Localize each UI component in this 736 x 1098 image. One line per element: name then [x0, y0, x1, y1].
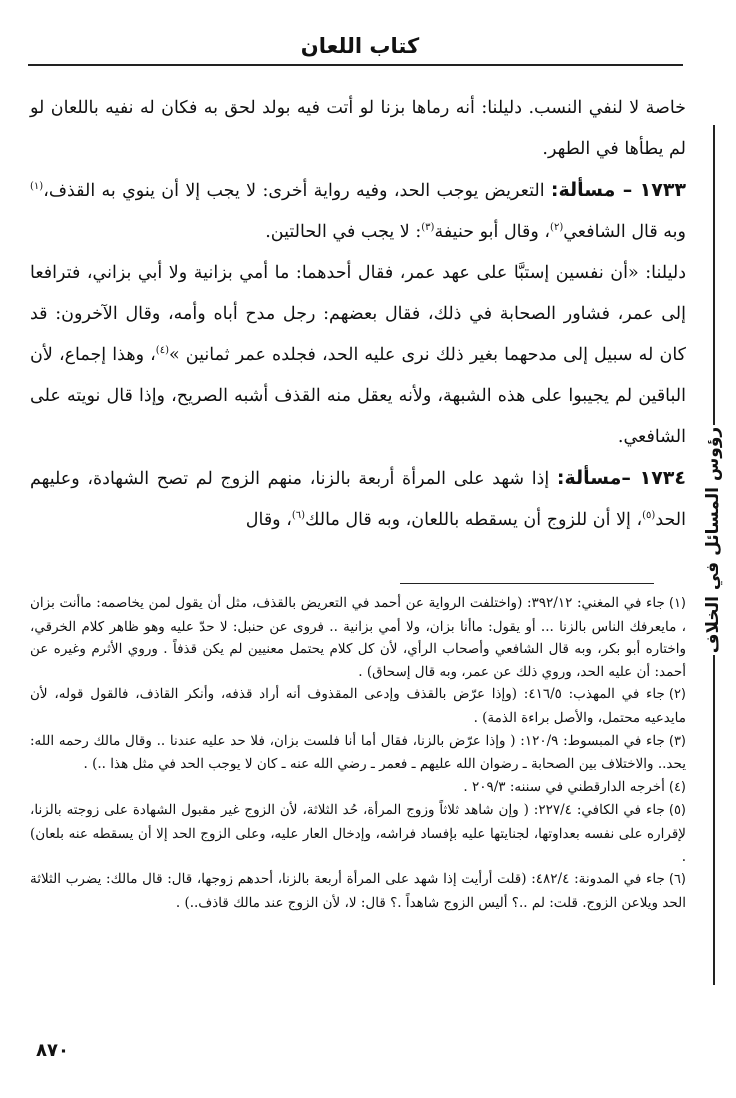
- footnote-number: (٤): [668, 779, 686, 795]
- masala-heading: ١٧٣٤ –مسألة:: [556, 467, 686, 489]
- footnote: [30, 683, 686, 729]
- footnote-number: (٥): [668, 803, 686, 819]
- page-header-title: كتاب اللعان: [230, 34, 490, 58]
- paragraph-text: : لا يجب في الحالتين.: [265, 222, 422, 242]
- footnote: [30, 868, 686, 914]
- footnote-number: (٣): [668, 733, 686, 749]
- header-rule: [28, 64, 683, 66]
- footnote-ref[interactable]: (٤): [155, 345, 169, 357]
- main-text: [30, 88, 686, 541]
- page-number: ٨٧٠: [36, 1040, 69, 1061]
- footnote-number: (٦): [668, 872, 686, 888]
- footnote-number: (١): [668, 596, 686, 611]
- footnote: [30, 592, 686, 683]
- paragraph-text: دليلنا: «أن نفسين إستبَّا على عهد عمر، فقال أحدهما: ما أمي بزانية ولا أبي بزاني، فترافعا إلى عمر، فشاور الصحابة في ذلك، فقال بعضهم: رجل مدح أباه وأمه، وقال الآخرون: قد كان له سبيل إلى مدحهما بغير ذلك نرى عليه الحد، فجلده عمر ثمانين »: [30, 263, 686, 365]
- footnote-text: أخرجه الدارقطني في سننه: ٢٠٩/٣ .: [463, 778, 665, 795]
- side-rule-top: [713, 125, 715, 425]
- footnote-ref[interactable]: (٥): [642, 510, 656, 522]
- footnote-separator: [400, 583, 654, 584]
- footnote-text: جاء في المدونة: ٤٨٢/٤: (قلت أرأيت إذا شهد على المرأة أربعة بالزنا، أحدهم زوجها، قال: قال مالك: يضرب الثلاثة الحد ويلاعن الزوج. قلت: لم ..؟ أليس الزوج شاهداً .؟ قال: لا، لأن الزوج عند مالك قاذف..) .: [30, 871, 686, 911]
- footnote-text: جاء في الكافي: ٢٢٧/٤: ( وإن شاهد ثلاثاً وزوج المرأة، حُد الثلاثة، لأن الزوج غير مقبول الشهادة على زوجته بالزنا، لإقراره على نفسه بعداوتها، لجنايتها عليه بإفساد فراشه، وإدخال العار عليه، وعلى الزوج الحد إلا أن يسقطه عنه بلعان) .: [30, 802, 686, 865]
- masala-1734: [30, 458, 686, 541]
- footnote: [30, 730, 686, 776]
- paragraph-text: وبه قال الشافعي: [563, 222, 686, 242]
- paragraph-text: ، وقال: [245, 510, 292, 530]
- paragraph-text: ، إلا أن للزوج أن يسقطه باللعان، وبه قال مالك: [305, 510, 643, 530]
- paragraph-text: ، وقال أبو حنيفة: [434, 222, 551, 242]
- dalil-paragraph: [30, 253, 686, 458]
- footnote-ref[interactable]: (١): [30, 181, 44, 193]
- paragraph-text: التعريض يوجب الحد، وفيه رواية أخرى: لا يجب إلا أن ينوي به القذف،: [43, 181, 551, 201]
- footnotes: [30, 592, 686, 914]
- footnote: [30, 799, 686, 868]
- footnote: [30, 776, 686, 800]
- footnote-ref[interactable]: (٢): [550, 222, 564, 234]
- masala-heading: ١٧٣٣ – مسألة:: [550, 179, 687, 201]
- footnote-text: جاء في المبسوط: ١٢٠/٩: ( وإذا عرّض بالزنا، فقال أما أنا فلست بزان، فلا حد عليه عندنا .. وقال مالك رحمه الله: يحد.. والاختلاف بين الصحابة ـ رضوان الله عليهم ـ فعمر ـ رضي الله عنه ـ كان لا يوجب الحد في مثل هذا ..) .: [30, 732, 686, 773]
- footnote-text: جاء في المهذب: ٤١٦/٥: (وإذا عرّض بالقذف وإدعى المقذوف أنه أراد قذفه، وأنكر القاذف، فالقول قوله، لأن مايدعيه محتمل، والأصل براءة الذمة) .: [30, 686, 686, 726]
- footnote-text: جاء في المغني: ٣٩٢/١٢: (واختلفت الرواية عن أحمد في التعريض بالقذف، مثل أن يقول لمن يخاصمه: ماأنت بزان ، مايعرفك الناس بالزنا ... أو يقول: ماأنا بزان، ولا أمي بزانية .. فروى عن حنبل: لا حدّ عليه وهو ظاهر كلام الخرقي، واختاره أبو بكر، وبه قال الشافعي وأصحاب الرأي، لأن كل كلام يحتمل معنيين لم يكن قذفاً . وروي الأثرم وغيره عن أحمد: أن عليه الحد، وروي ذلك عن عمر، وبه قال إسحاق) .: [30, 595, 686, 680]
- masala-1733: [30, 170, 686, 253]
- footnote-number: (٢): [668, 687, 686, 703]
- paragraph-text: إذا شهد على المرأة أربعة بالزنا، منهم الزوج لم تصح الشهادة، وعليهم الحد: [30, 469, 686, 530]
- footnote-ref[interactable]: (٦): [291, 510, 306, 522]
- side-rule-bottom: [713, 655, 715, 985]
- side-book-title: رؤوس المسائل في الخلاف: [703, 426, 723, 654]
- paragraph-continuation: [30, 88, 686, 170]
- paragraph-text: خاصة لا لنفي النسب. دليلنا: أنه رماها بزنا لو أتت فيه بولد لحق به فكان له نفيه باللعان لو لم يطأها في الطهر.: [30, 98, 686, 159]
- paragraph-text: ، وهذا إجماع، لأن الباقين لم يجيبوا على هذه الشبهة، ولأنه يعقل منه القذف أشبه الصريح، وإذا قال نويته على الشافعي.: [30, 345, 686, 447]
- footnote-ref[interactable]: (٣): [421, 222, 435, 234]
